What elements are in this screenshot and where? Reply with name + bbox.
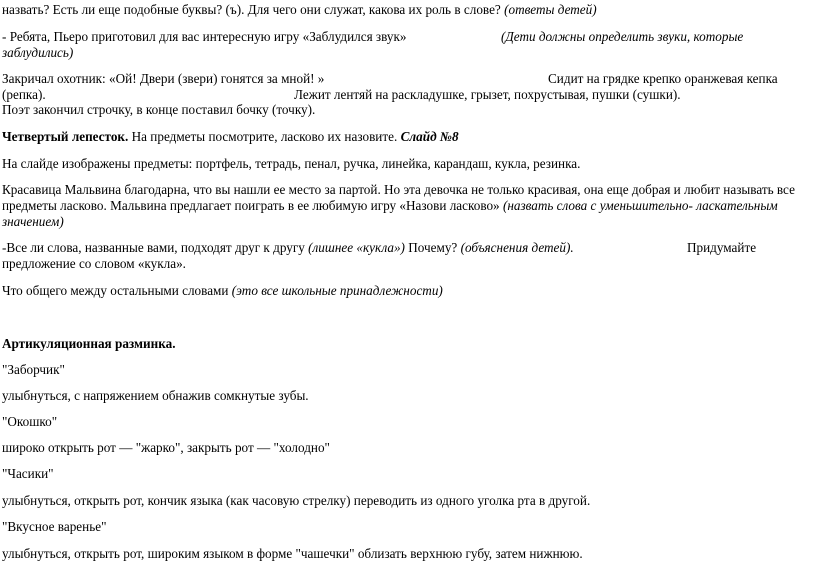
italic-note: (лишнее «кукла») xyxy=(308,240,405,255)
paragraph-intro-question xyxy=(2,2,597,18)
paragraph-common xyxy=(2,283,443,299)
exercise-description: улыбнуться, открыть рот, кончик языка (как часовую стрелку) переводить из одного уголка рта в другой. xyxy=(2,493,591,508)
riddle-line-2: (репка). xyxy=(2,87,46,102)
paragraph-malvina-3: значением) xyxy=(2,214,64,229)
text: назвать? Есть ли еще подобные буквы? (ъ). Для чего они служат, какова их роль в слове? xyxy=(2,2,505,17)
paragraph-malvina-1: Красавица Мальвина благодарна, что вы нашли ее место за партой. Но эта девочка не только красивая, она еще добрая и любит называть все xyxy=(2,182,795,197)
italic-note: (это все школьные принадлежности) xyxy=(231,283,443,298)
text: -Все ли слова, названные вами, подходят друг к другу xyxy=(2,240,309,255)
section-heading: Четвертый лепесток. xyxy=(2,129,129,144)
text: предметы ласково. Мальвина предлагает поиграть в ее любимую игру «Назови ласково» xyxy=(2,198,503,213)
exercise-title: "Вкусное варенье" xyxy=(2,519,107,534)
exercise-title: "Часики" xyxy=(2,466,54,481)
text: Почему? xyxy=(404,240,461,255)
paragraph-malvina-2 xyxy=(2,198,778,214)
text: На предметы посмотрите, ласково их назовите. xyxy=(128,129,401,144)
exercise-description: улыбнуться, с напряжением обнажив сомкнутые зубы. xyxy=(2,388,309,403)
text: Что общего между остальными словами xyxy=(2,283,232,298)
paragraph-question-cont: предложение со словом «кукла». xyxy=(2,256,186,271)
paragraph-game-intro xyxy=(2,29,407,45)
section-heading-articulation: Артикуляционная разминка. xyxy=(2,336,176,351)
exercise-title: "Окошко" xyxy=(2,414,58,429)
exercise-description: улыбнуться, открыть рот, широким языком в форме "чашечки" облизать верхнюю губу, затем нижнюю. xyxy=(2,546,583,561)
text: - Ребята, Пьеро приготовил для вас интересную игру «Заблудился звук» xyxy=(2,29,407,44)
slide-label: Слайд №8 xyxy=(400,129,459,144)
riddle-line-3: Поэт закончил строчку, в конце поставил бочку (точку). xyxy=(2,102,316,117)
riddle-line-1-right: Сидит на грядке крепко оранжевая кепка xyxy=(548,71,778,86)
paragraph-question-right: Придумайте xyxy=(687,240,757,255)
italic-note: (назвать слова с уменьшительно- ласкательным xyxy=(502,198,778,213)
riddle-line-2-right: Лежит лентяй на раскладушке, грызет, похрустывая, пушки (сушки). xyxy=(294,87,681,102)
italic-note: (объяснения детей). xyxy=(460,240,574,255)
exercise-title: "Заборчик" xyxy=(2,362,65,377)
italic-note: (ответы детей) xyxy=(504,2,597,17)
riddle-line-1: Закричал охотник: «Ой! Двери (звери) гонятся за мной! » xyxy=(2,71,325,86)
exercise-description: широко открыть рот — "жарко", закрыть рот — "холодно" xyxy=(2,440,330,455)
paragraph-question-words xyxy=(2,240,574,256)
paragraph-fourth-petal xyxy=(2,129,459,145)
italic-note-continued: заблудились) xyxy=(2,45,74,60)
italic-note-right: (Дети должны определить звуки, которые xyxy=(501,29,744,44)
paragraph-slide-items: На слайде изображены предметы: портфель, тетрадь, пенал, ручка, линейка, карандаш, кукла, резинка. xyxy=(2,156,581,171)
